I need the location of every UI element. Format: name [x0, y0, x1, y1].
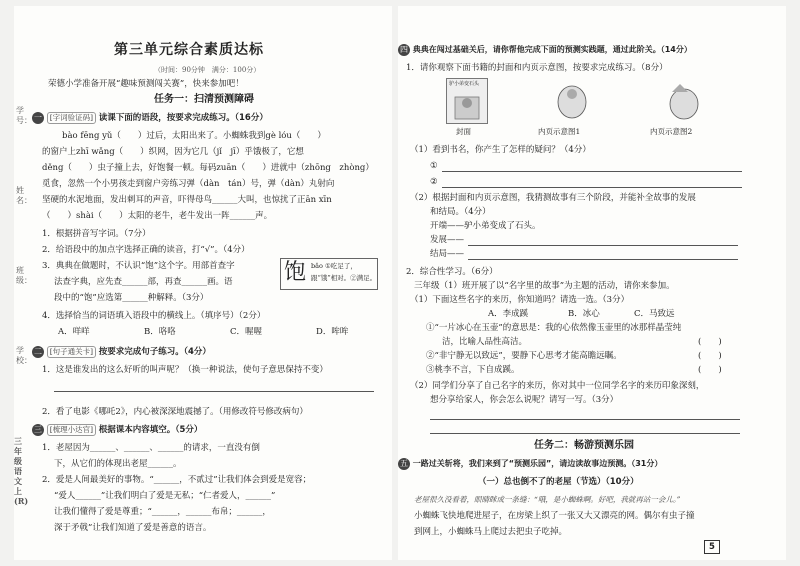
- r2-statement-1-line-1: ①“一片冰心在玉壶”的意思是：我的心依然像玉壶里的冰那样晶莹纯: [426, 323, 682, 333]
- r1-sub-1: （1）看到书名，你产生了怎样的疑问？（4分）: [410, 145, 591, 155]
- r1-sub-2-line-1: （2）根据封面和内页示意图，我猜测故事有三个阶段，并能补全故事的发展: [410, 193, 696, 203]
- story-start: 开端——驴小弟变成了石头。: [430, 221, 541, 231]
- s3-question-1-line-1: 1．老屋因为______、______、______的请求，一直没有倒: [42, 443, 260, 453]
- s3-question-2-line-4: 深于矛戟”让我们知道了爱是善意的语言。: [54, 523, 212, 533]
- answer-line[interactable]: [468, 258, 738, 260]
- r2-option-c: C．马致远: [634, 309, 675, 319]
- q4-option-d: D．哞哞: [316, 327, 349, 337]
- s2-question-1: 1．这是谁发出的这么好听的叫声呢？（换一种说法，使句子意思保持不变）: [42, 365, 328, 375]
- question-3-line-1: 3．典典在做题时，不认识“饱”这个字。用部首查字: [42, 261, 235, 271]
- r2-sub-2-line-2: 想分享给家人，你会怎么说呢？请写一写。（3分）: [430, 395, 619, 405]
- left-page: [14, 6, 392, 560]
- section2-header: [32, 346, 211, 358]
- answer-line[interactable]: [54, 390, 374, 392]
- r2-sub-2-line-1: （2）同学们分享了自己名字的来历，你对其中一位同学名字的来历印象深刻，: [410, 381, 705, 391]
- dictionary-note-1: bǎo ①吃足了，: [311, 262, 357, 270]
- story-develop: 发展——: [430, 235, 465, 245]
- caption-inner-1: 内页示意图1: [538, 127, 581, 136]
- book-cover-image: [446, 78, 488, 124]
- story-line-2: 小蜘蛛飞快地爬进屋子，在房梁上织了一张又大又漂亮的网。偶尔有虫子撞: [414, 511, 695, 521]
- s3-question-2-line-3: 让我们懂得了爱是尊重；“______，______布帛；______，: [54, 507, 271, 517]
- s3-question-1-line-2: 下，从它们的体现出老屋______。: [54, 459, 182, 469]
- answer-line[interactable]: [442, 186, 742, 188]
- answer-line[interactable]: [430, 432, 740, 434]
- page-subtitle: （时间：90分钟 满分：100分）: [154, 66, 261, 74]
- answer-paren-3[interactable]: ( ): [698, 365, 722, 375]
- dictionary-entry-box: [280, 258, 378, 290]
- passage-line-1: bào fēng yǔ（ ）过后，太阳出来了。小蜘蛛我到gè lóu（ ）: [62, 131, 326, 141]
- passage-line-3: děng（ ）虫子撞上去，好饱餐一顿。每码zuān（ ）进就中（zhōng zhòng）: [42, 163, 374, 173]
- question-3-line-3: 段中的“饱”应选第______种解释。（3分）: [54, 293, 209, 303]
- section2-heading: 按要求完成句子练习。（4分）: [98, 347, 211, 357]
- caption-inner-2: 内页示意图2: [650, 127, 693, 136]
- section4-header: [398, 44, 692, 56]
- passage-line-5: 坚硬的水泥地面，发出刺耳的声音，吓得母鸟______大叫，也惊扰了正ān xīn: [42, 195, 332, 205]
- cover-title: 驴小弟变石头: [449, 81, 480, 87]
- gutter-class: 班级：: [16, 266, 32, 285]
- dictionary-note-2: 跟“饿”相对。②满足。: [311, 274, 377, 282]
- answer-paren-1[interactable]: ( ): [698, 337, 722, 347]
- r2-statement-1-line-2: 洁，比喻人品性高洁。: [442, 337, 528, 347]
- story-ending: 结局——: [430, 249, 465, 259]
- r1-sub-2-line-2: 和结局。（4分）: [430, 207, 491, 217]
- r-question-2: 2．综合性学习。（6分）: [406, 267, 498, 277]
- r2-sub-1: （1）下面这些名字的来历，你知道吗？请选一选。（3分）: [410, 295, 630, 305]
- section3-number-badge: 三: [34, 425, 42, 434]
- question-2: 2．给语段中的加点字选择正确的读音，打“√”。（4分）: [42, 245, 250, 255]
- q4-option-a: A．咩咩: [58, 327, 90, 337]
- story-line-3: 到网上，小蜘蛛马上爬过去把虫子吃掉。: [414, 527, 568, 537]
- r2-intro: 三年级（1）班开展了以“名字里的故事”为主题的活动，请你来参加。: [414, 281, 675, 291]
- inner-page-image-1: [548, 82, 596, 122]
- gutter-student-id: 学号：: [16, 106, 32, 125]
- section3-tag: [梳理小达官]: [47, 424, 96, 436]
- gutter-name: 姓名：: [16, 186, 32, 205]
- r2-option-a: A．李成蹊: [488, 309, 529, 319]
- task1-heading: 任务一：扫清预测障碍: [154, 94, 254, 105]
- s3-question-2-line-2: “爱人______”让我们明白了爱是无私；“仁者爱人，______”: [54, 491, 276, 501]
- r2-statement-3: ③桃李不言，下自成蹊。: [426, 365, 520, 375]
- q4-option-b: B．咯咯: [144, 327, 176, 337]
- section2-number-badge: 二: [34, 347, 42, 356]
- story-line-1: 老屋很久没看着，眼睛眯成一条缝：“哦，是小蜘蛛啊。好吧，我就再站一会儿。”: [414, 495, 681, 504]
- section1-header: [32, 112, 268, 124]
- section1-tag: [字词验证码]: [47, 112, 96, 124]
- s3-question-2-line-1: 2．爱是人间最美好的事物。“______，不贰过”让我们体会到爱是宽容；: [42, 475, 312, 485]
- binding-gutter: [14, 106, 32, 506]
- question-1: 1．根据拼音写字词。（7分）: [42, 229, 151, 239]
- section3-header: [32, 424, 202, 436]
- answer-line[interactable]: [442, 170, 742, 172]
- answer-line[interactable]: [468, 244, 738, 246]
- dictionary-char: 饱: [284, 260, 307, 285]
- answer-mark-2: ②: [430, 177, 438, 187]
- page-number: 5: [704, 540, 720, 554]
- caption-cover: 封面: [456, 127, 471, 136]
- section3-heading: 根据课本内容填空。（5分）: [98, 425, 203, 435]
- section4-number-badge: 四: [400, 45, 408, 54]
- story-title: （一）总也倒不了的老屋（节选）（10分）: [478, 477, 639, 487]
- passage-line-6: （ ）shài（ ）太阳的老牛，老牛发出一阵______声。: [42, 211, 273, 221]
- question-3-line-2: 法查字典，应先查______部，再查______画。语: [54, 277, 233, 287]
- task2-heading: 任务二：畅游预测乐园: [534, 440, 634, 451]
- q4-option-c: C．喔喔: [230, 327, 263, 337]
- gutter-school: 学校：: [16, 346, 32, 365]
- section5-heading: 一路过关斩将，我们来到了“预测乐园”，请边读故事边预测。（31分）: [412, 459, 663, 468]
- answer-mark-1: ①: [430, 161, 438, 171]
- section1-heading: 读课下面的语段，按要求完成练习。（16分）: [98, 113, 268, 123]
- question-4: 4．选择恰当的词语填入语段中的横线上。（填序号）（2分）: [42, 311, 266, 321]
- section5-number-badge: 五: [400, 459, 408, 468]
- r2-statement-2: ②“非宁静无以致远”，要静下心思考才能高瞻远瞩。: [426, 351, 622, 361]
- answer-paren-2[interactable]: ( ): [698, 351, 722, 361]
- intro-text: 荣德小学准备开展“趣味预测闯关赛”，快来参加吧！: [48, 79, 244, 89]
- section5-header: [398, 458, 662, 470]
- s2-question-2: 2．看了电影《哪吒2》，内心被深深地震撼了。（用修改符号修改病句）: [42, 407, 308, 417]
- gutter-spine: 三年级 语文 上(R): [14, 436, 29, 506]
- inner-page-image-2: [660, 82, 708, 122]
- passage-line-2: 的窗户上zhī wǎng（ ）织网，因为它几（jǐ jī）乎饿极了，它想: [42, 147, 304, 157]
- cover-illustration: [447, 87, 487, 123]
- section4-heading: 典典在闯过基础关后，请你帮他完成下面的预测实践题，通过此阶关。（14分）: [412, 45, 692, 54]
- passage-line-4: 觅食，忽然一个小男孩走到窗户旁练习弹（dàn tán）号，弹（dàn）丸射向: [42, 179, 335, 189]
- section2-tag: [句子通关卡]: [47, 346, 96, 358]
- page-title: 第三单元综合素质达标: [114, 42, 264, 58]
- answer-line[interactable]: [430, 418, 740, 420]
- r2-option-b: B．冰心: [568, 309, 600, 319]
- right-page: [398, 6, 786, 560]
- section1-number-badge: 一: [34, 113, 42, 122]
- r-question-1: 1．请你观察下面书籍的封面和内页示意图，按要求完成练习。（8分）: [406, 63, 668, 73]
